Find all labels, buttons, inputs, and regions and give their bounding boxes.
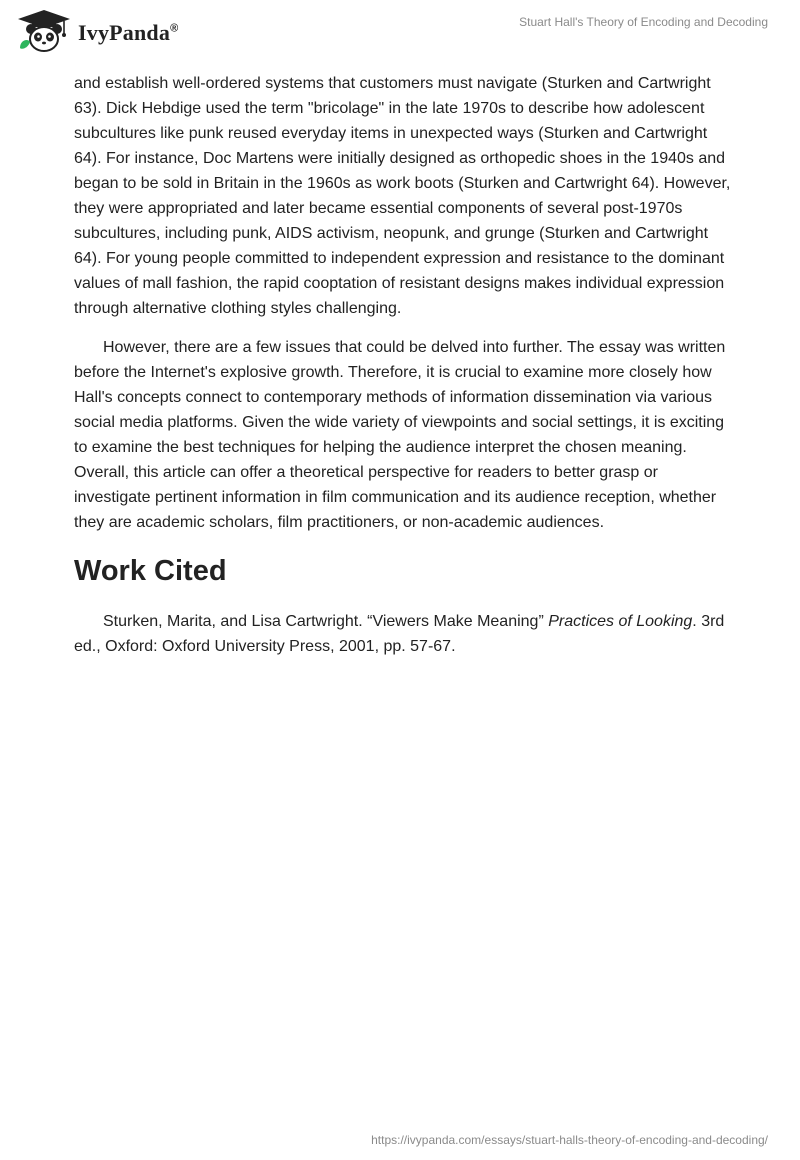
body-paragraph: and establish well-ordered systems that customers must navigate (Sturken and Cartwright 63). Dick Hebdige used the term "bricolage" in the late 1970s to describe how adolescent subcultures like punk reused everyday items in unexpected ways (Sturken and Cartwright 64). For instance, Doc Martens were initially designed as orthopedic shoes in the 1940s and began to be sold in Britain in the 1960s as work boots (Sturken and Cartwright 64). However, they were appropriated and later became essential components of several post-1970s subcultures, including punk, AIDS activism, neopunk, and grunge (Sturken and Cartwright 64). For young people committed to independent expression and resistance to the dominant values of mall fashion, the rapid cooptation of resistant designs makes individual expression through alternative clothing styles challenging. [74, 75, 731, 317]
source-url[interactable]: https://ivypanda.com/essays/stuart-halls-theory-of-encoding-and-decoding/ [371, 1133, 768, 1147]
panda-graduate-icon [14, 8, 74, 54]
registered-mark: ® [170, 22, 179, 35]
citation-publication: . 3rd ed., Oxford: Oxford University Press, 2001, pp. 57-67. [74, 613, 725, 655]
page-header [0, 0, 800, 60]
document-title: Stuart Hall's Theory of Encoding and Decoding [519, 15, 768, 29]
logo-text: IvyPanda [78, 20, 171, 45]
citation-entry [74, 609, 734, 659]
logo-wordmark [78, 20, 178, 46]
citation-book-title: Practices of Looking [548, 613, 693, 630]
ivypanda-logo[interactable] [14, 8, 178, 54]
works-cited-heading: Work Cited [74, 555, 227, 587]
essay-content [74, 71, 734, 659]
citation-authors: Sturken, Marita, and Lisa Cartwright. “Viewers Make Meaning” [103, 613, 549, 630]
body-paragraph: However, there are a few issues that could be delved into further. The essay was written before the Internet's explosive growth. Therefore, it is crucial to examine more closely how Hall's concepts connect to contemporary methods of information dissemination via various social media platforms. Given the wide variety of viewpoints and social settings, it is exciting to examine the best techniques for helping the audience interpret the chosen meaning. Overall, this article can offer a theoretical perspective for readers to better grasp or investigate pertinent information in film communication and its audience reception, whether they are academic scholars, film practitioners, or non-academic audiences. [74, 339, 726, 531]
